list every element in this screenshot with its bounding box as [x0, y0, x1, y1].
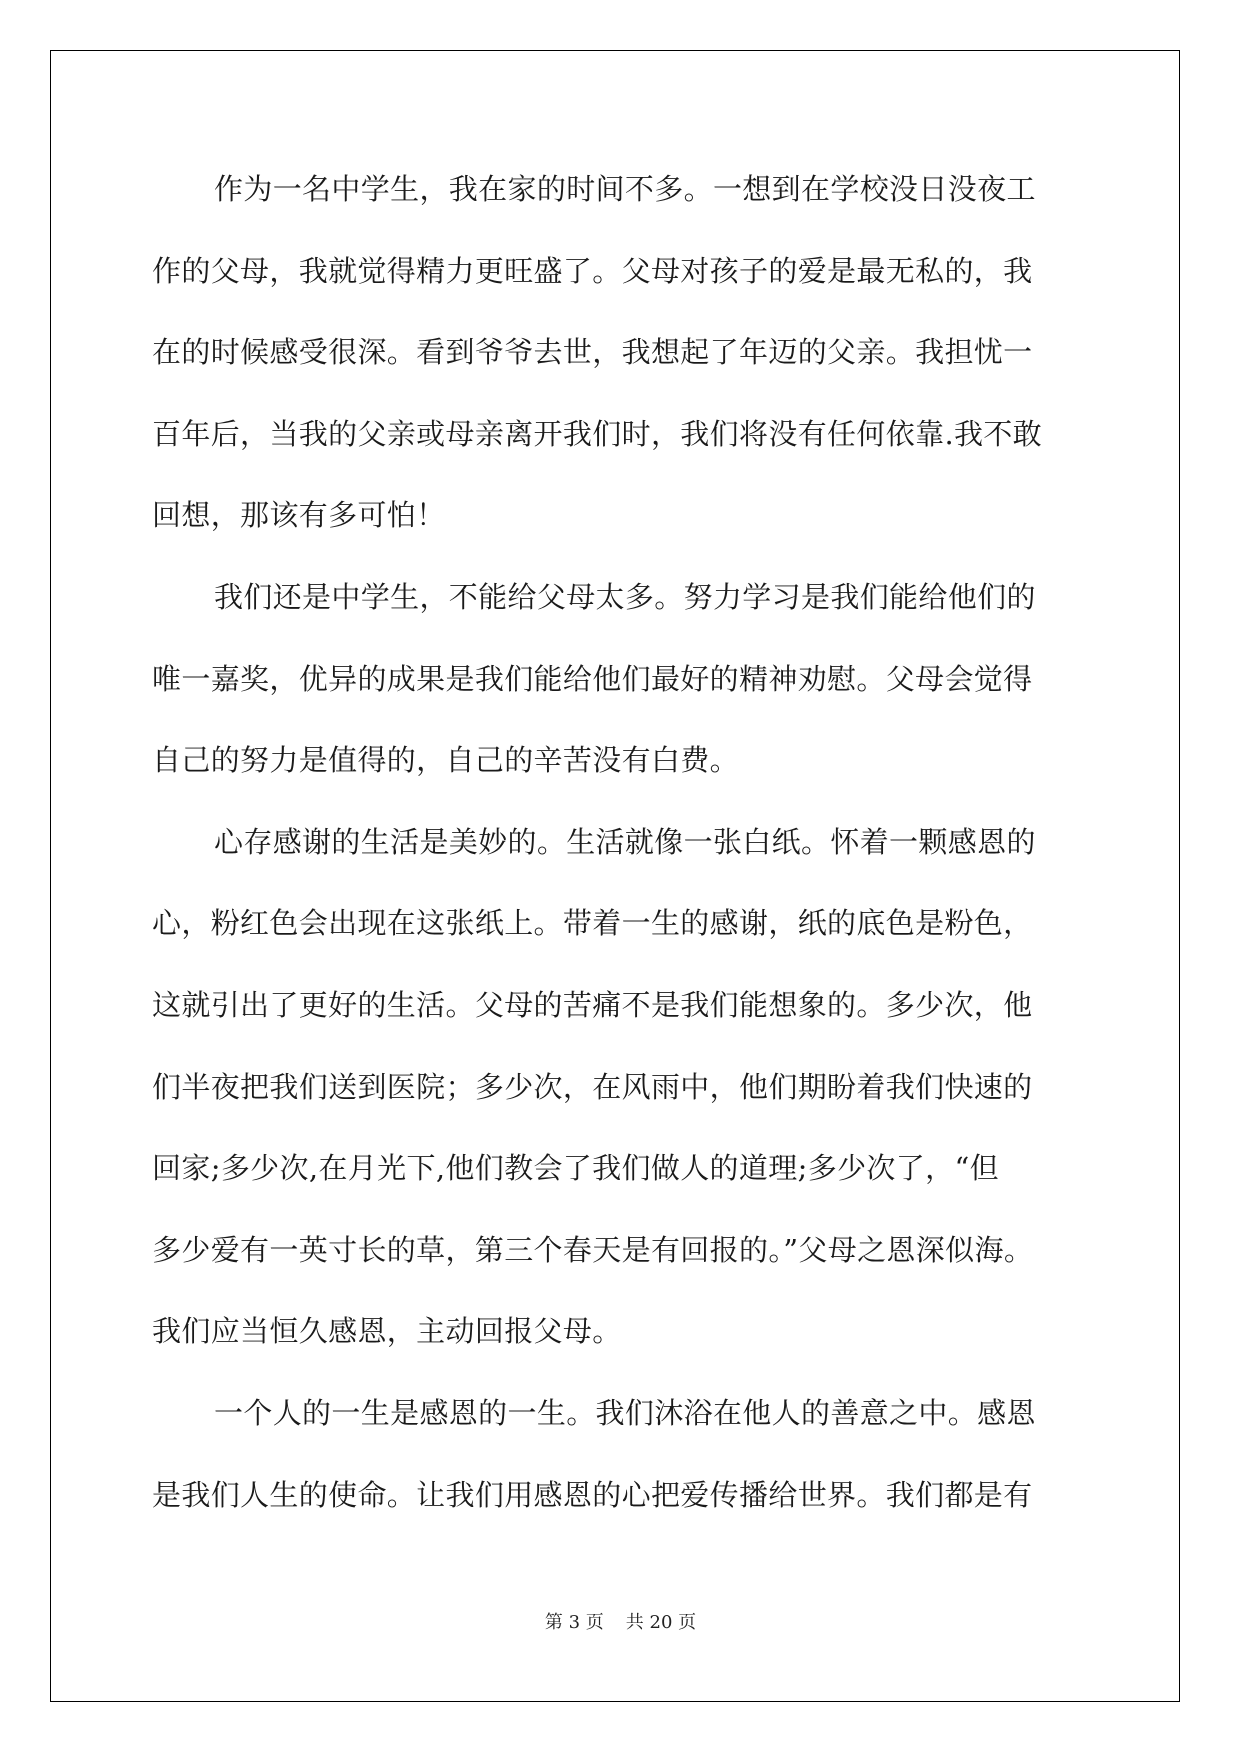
text-line-2: 作的父母，我就觉得精力更旺盛了。父母对孩子的爱是最无私的，我	[152, 253, 1033, 288]
text-line-9: 心存感谢的生活是美妙的。生活就像一张白纸。怀着一颗感恩的	[214, 824, 1036, 859]
page-number: 第 3 页	[544, 1612, 604, 1633]
document-body	[152, 160, 1088, 1547]
text-line-6: 我们还是中学生，不能给父母太多。努力学习是我们能给他们的	[214, 579, 1036, 614]
text-line-8: 自己的努力是值得的，自己的辛苦没有白费。	[152, 743, 740, 778]
text-line-1: 作为一名中学生，我在家的时间不多。一想到在学校没日没夜工	[214, 172, 1036, 206]
text-line-4: 百年后，当我的父亲或母亲离开我们时，我们将没有任何依靠.我不敢	[152, 416, 1043, 451]
text-line-14: 多少爱有一英寸长的草，第三个春天是有回报的。”父母之恩深似海。	[152, 1232, 1034, 1267]
text-line-12: 们半夜把我们送到医院；多少次，在风雨中，他们期盼着我们快速的	[152, 1069, 1033, 1104]
text-line-16: 一个人的一生是感恩的一生。我们沐浴在他人的善意之中。感恩	[214, 1395, 1036, 1430]
text-line-13: 回家;多少次,在月光下,他们教会了我们做人的道理;多少次了，“但	[152, 1151, 1000, 1186]
text-line-15: 我们应当恒久感恩，主动回报父母。	[152, 1314, 622, 1349]
text-line-17: 是我们人生的使命。让我们用感恩的心把爱传播给世界。我们都是有	[152, 1477, 1033, 1512]
page-total: 共 20 页	[625, 1612, 697, 1633]
text-line-7: 唯一嘉奖，优异的成果是我们能给他们最好的精神劝慰。父母会觉得	[152, 661, 1033, 696]
text-line-3: 在的时候感受很深。看到爷爷去世，我想起了年迈的父亲。我担忧一	[152, 335, 1033, 370]
page-footer	[0, 1608, 1241, 1634]
text-line-10: 心，粉红色会出现在这张纸上。带着一生的感谢，纸的底色是粉色，	[152, 906, 1033, 941]
text-line-5: 回想，那该有多可怕！	[152, 498, 446, 533]
text-line-11: 这就引出了更好的生活。父母的苦痛不是我们能想象的。多少次，他	[152, 987, 1033, 1022]
